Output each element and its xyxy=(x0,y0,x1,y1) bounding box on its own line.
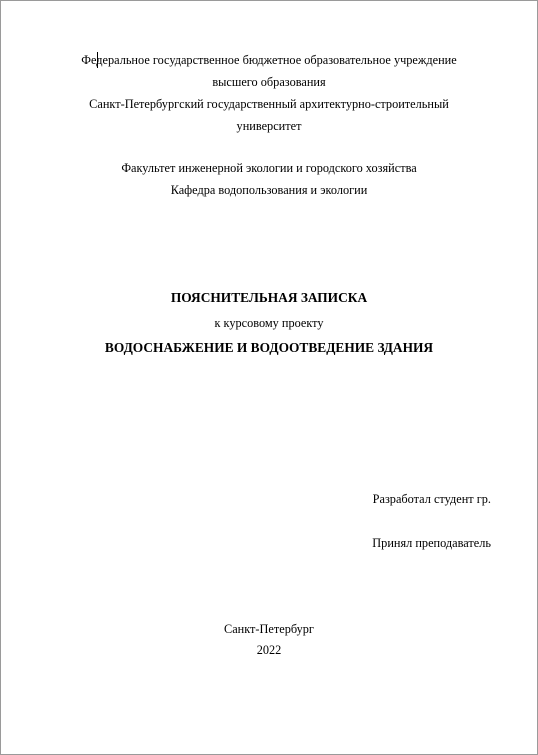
org-line-4: университет xyxy=(236,119,302,133)
project-title: ВОДОСНАБЖЕНИЕ И ВОДООТВЕДЕНИЕ ЗДАНИЯ xyxy=(104,340,434,355)
org-line-1: Федеральное государственное бюджетное образовательное учреждение xyxy=(81,53,457,67)
document-type-title: ПОЯСНИТЕЛЬНАЯ ЗАПИСКА xyxy=(170,290,368,305)
faculty-line: Факультет инженерной экологии и городского хозяйства xyxy=(121,161,417,175)
year-line: 2022 xyxy=(256,643,282,657)
org-line-2: высшего образования xyxy=(212,75,326,89)
city-line: Санкт-Петербург xyxy=(224,622,314,636)
developed-by-line: Разработал студент гр. xyxy=(372,492,491,506)
accepted-by-line: Принял преподаватель xyxy=(372,536,491,550)
document-subtitle: к курсовому проекту xyxy=(214,316,324,330)
department-line: Кафедра водопользования и экологии xyxy=(170,183,368,197)
org-line-3: Санкт-Петербургский государственный архитектурно-строительный xyxy=(89,97,449,111)
